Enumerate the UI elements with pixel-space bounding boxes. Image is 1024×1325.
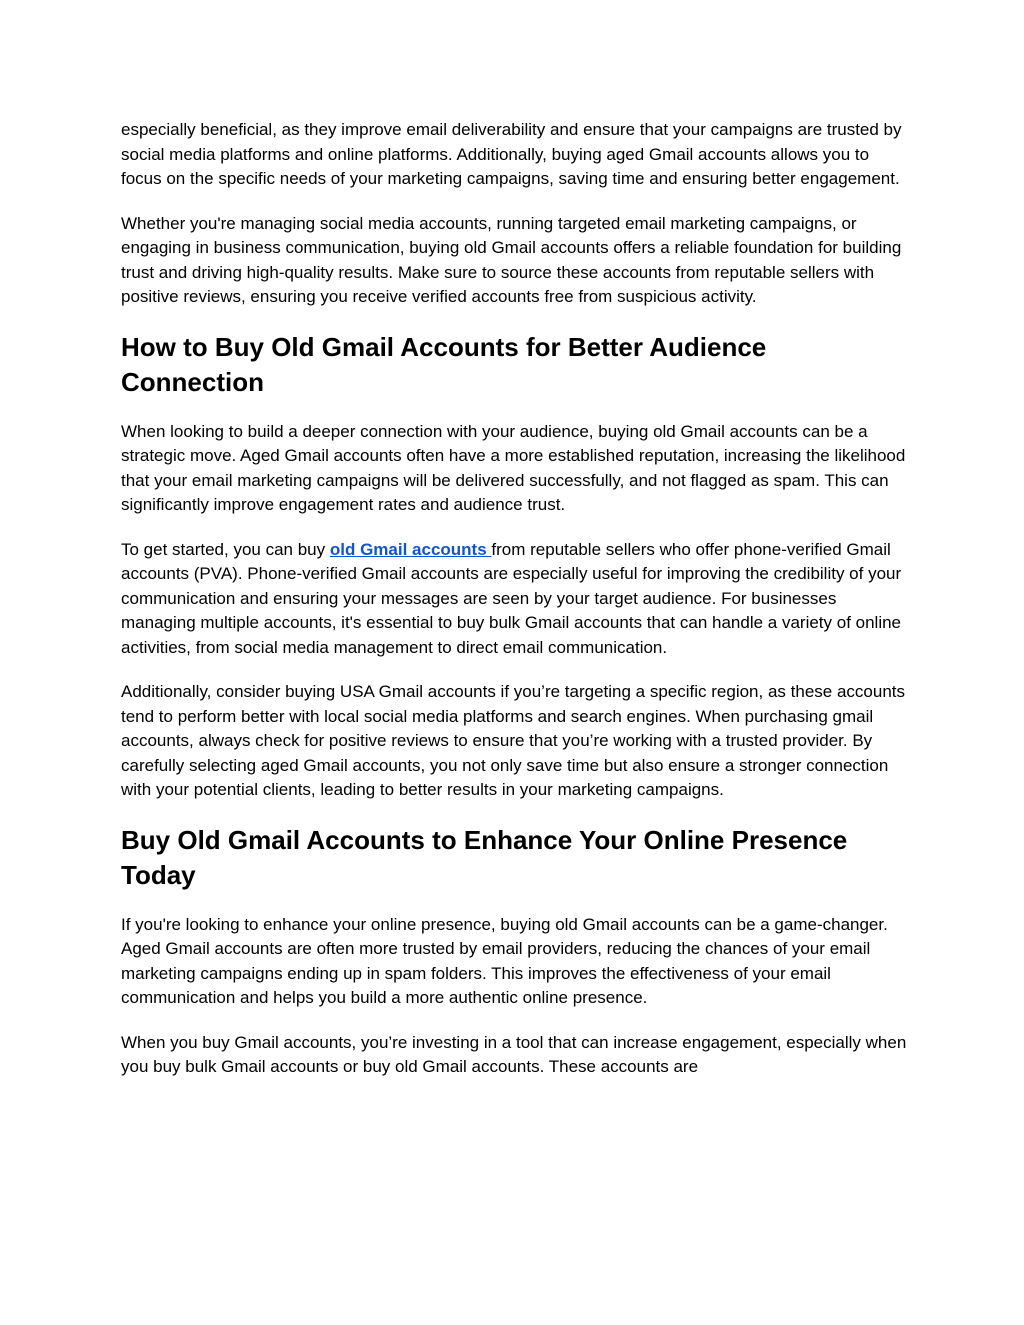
get-started-text: To get started, you can buy bbox=[121, 539, 330, 559]
paragraph-enhance-presence: If you're looking to enhance your online presence, buying old Gmail accounts can be a game-changer. Aged Gmail accounts are often more trusted by email providers, reducing the chances of your email marketing campaigns ending up in spam folders. This improves the effectiveness of your email communication and helps you build a more authentic online presence. bbox=[121, 914, 888, 1007]
document-page bbox=[121, 118, 911, 1100]
heading-audience-connection: How to Buy Old Gmail Accounts for Better Audience Connection bbox=[121, 331, 767, 397]
paragraph-usa-accounts: Additionally, consider buying USA Gmail accounts if you’re targeting a specific region, as these accounts tend to perform better with local social media platforms and search engines. When purchasing gmail accounts, always check for positive reviews to ensure that you’re working with a trusted provider. By carefully selecting aged Gmail accounts, you not only save time but also ensure a stronger connection with your potential clients, leading to better results in your marketing campaigns. bbox=[121, 682, 905, 799]
paragraph-intro: especially beneficial, as they improve email deliverability and ensure that your campaigns are trusted by social media platforms and online platforms. Additionally, buying aged Gmail accounts allows you to focus on the specific needs of your marketing campaigns, saving time and ensuring better engagement. bbox=[121, 120, 902, 188]
old-gmail-accounts-link[interactable]: old Gmail accounts bbox=[329, 539, 492, 559]
paragraph-managing: Whether you're managing social media accounts, running targeted email marketing campaigns, or engaging in business communication, buying old Gmail accounts offers a reliable foundation for building trust and driving high-quality results. Make sure to source these accounts from reputable sellers with positive reviews, ensuring you receive verified accounts free from suspicious activity. bbox=[121, 213, 902, 306]
get-started-text-continued: from reputable sellers who offer phone-verified Gmail accounts (PVA). Phone-verified Gmail accounts are especially useful for improving the credibility of your communication and ensuring your messages are seen by your target audience. For businesses managing multiple accounts, it's essential to buy bulk Gmail accounts that can handle a variety of online activities, from social media management to direct email communication. bbox=[121, 539, 902, 657]
paragraph-deeper-connection: When looking to build a deeper connection with your audience, buying old Gmail accounts can be a strategic move. Aged Gmail accounts often have a more established reputation, increasing the likelihood that your email marketing campaigns will be delivered successfully, and not flagged as spam. This can significantly improve engagement rates and audience trust. bbox=[121, 421, 906, 514]
paragraph-get-started bbox=[121, 538, 911, 661]
paragraph-investing: When you buy Gmail accounts, you’re investing in a tool that can increase engagement, especially when you buy bulk Gmail accounts or buy old Gmail accounts. These accounts are bbox=[121, 1032, 907, 1076]
heading-online-presence: Buy Old Gmail Accounts to Enhance Your Online Presence Today bbox=[121, 824, 848, 890]
